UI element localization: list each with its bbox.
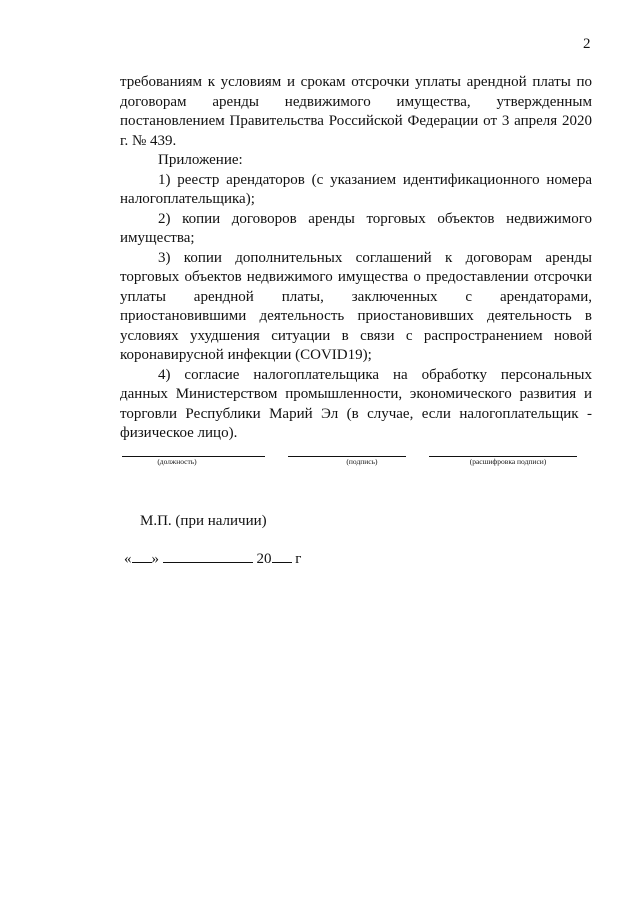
year-prefix: 20 [256,551,272,567]
page-number: 2 [583,36,591,52]
stamp-note: М.П. (при наличии) [140,513,267,529]
attachment-item-2: 2) копии договоров аренды торговых объектов недвижимого имущества; [120,210,592,246]
attachment-item-3: 3) копии дополнительных соглашений к договорам аренды торговых объектов недвижимого имущества о предоставлении отсрочки уплаты арендной платы, заключенных с арендаторами, приостановившими деятельность приостановивших деятельность в условиях ухудшения ситуации в связи с распространением новой коронавирусной инфекции (COVID19); [120,249,592,363]
date-line [124,548,301,568]
attachments-heading: Приложение: [158,152,243,168]
day-blank [132,548,152,563]
date-open-quote: « [124,551,132,567]
year-suffix: г [295,551,302,567]
attachment-item-4: 4) согласие налогоплательщика на обработку персональных данных Министерством промышленности, экономического развития и торговли Республики Марий Эл (в случае, если налогоплательщик - физическое лицо). [120,366,592,441]
date-close-quote: » [151,551,159,567]
signature-caption: (подпись) [346,457,378,466]
year-blank [272,548,292,563]
intro-paragraph: требованиям к условиям и срокам отсрочки уплаты арендной платы по договорам аренды недвижимого имущества, утвержденным постановлением Правительства Российской Федерации от 3 апреля 2020 г. № 439. [120,74,592,149]
name-caption: (расшифровка подписи) [469,457,547,466]
position-caption: (должность) [157,457,197,466]
document-body [120,73,592,444]
attachment-item-1: 1) реестр арендаторов (с указанием идентификационного номера налогоплательщика); [120,171,592,207]
month-blank [163,548,253,563]
